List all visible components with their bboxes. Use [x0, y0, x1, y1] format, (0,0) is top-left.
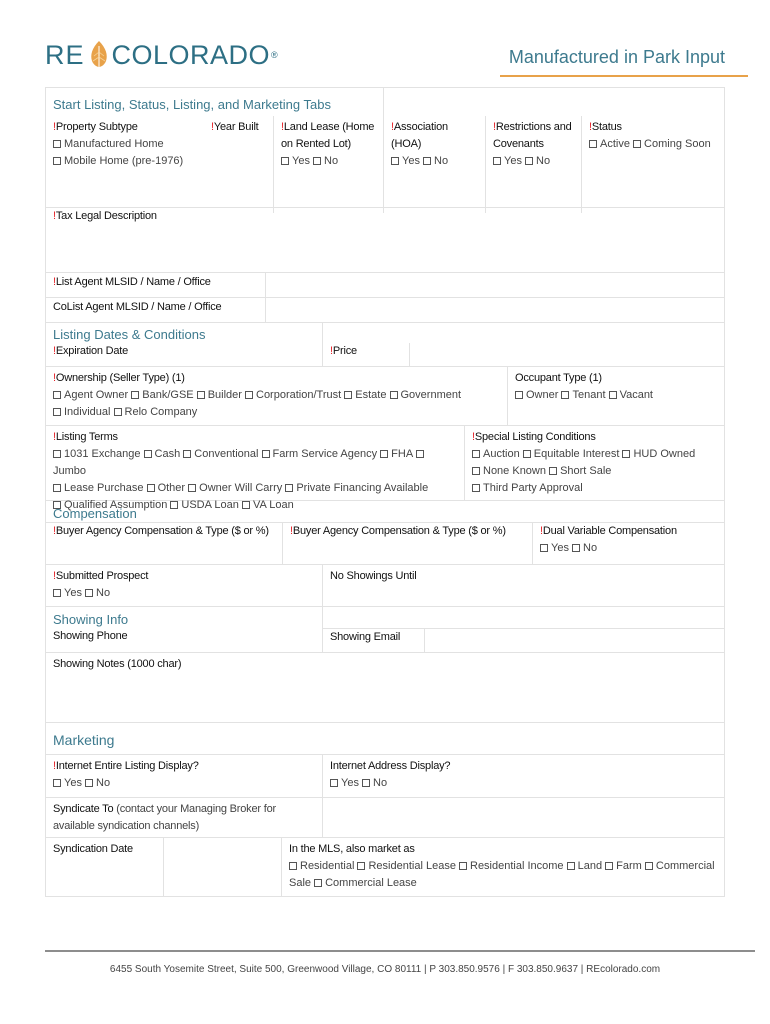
special-listing-conditions-field[interactable]: [465, 426, 724, 500]
option-manufactured-home[interactable]: Manufactured Home: [53, 136, 197, 153]
property-subtype-label: !Property Subtype: [53, 121, 138, 133]
checkbox-icon: [53, 484, 61, 492]
option-jumbo[interactable]: Jumbo: [53, 448, 427, 477]
showing-phone-label: Showing Phone: [53, 630, 128, 642]
option-1031-exchange[interactable]: 1031 Exchange: [53, 448, 140, 460]
option-bank-gse[interactable]: Bank/GSE: [131, 389, 193, 401]
option-cash[interactable]: Cash: [144, 448, 181, 460]
checkbox-icon: [423, 157, 431, 165]
option-short-sale[interactable]: Short Sale: [549, 465, 611, 477]
option-builder[interactable]: Builder: [197, 389, 242, 401]
internet-address-display-label: Internet Address Display?: [330, 760, 451, 772]
price-input[interactable]: [410, 343, 724, 366]
option-yes[interactable]: Yes: [53, 587, 82, 599]
checkbox-icon: [561, 391, 569, 399]
checkbox-icon: [53, 391, 61, 399]
option-none-known[interactable]: None Known: [472, 465, 546, 477]
option-residential-income[interactable]: Residential Income: [459, 860, 564, 872]
checkbox-icon: [281, 157, 289, 165]
buyer-agency-comp-label-2: !Buyer Agency Compensation & Type ($ or %): [290, 525, 506, 537]
logo-re-text: RE: [45, 39, 85, 70]
option-mobile-home[interactable]: Mobile Home (pre-1976): [53, 153, 197, 170]
checkbox-icon: [114, 408, 122, 416]
checkbox-icon: [472, 450, 480, 458]
checkbox-icon: [53, 157, 61, 165]
syndicate-to-label: Syndicate To (contact your Managing Broker for available syndication channels): [53, 803, 276, 832]
showing-email-label: Showing Email: [330, 631, 401, 643]
option-qualified-assumption[interactable]: Qualified Assumption: [53, 499, 167, 511]
dual-variable-comp-label: !Dual Variable Compensation: [540, 525, 677, 537]
syndication-date-input[interactable]: [164, 838, 282, 896]
checkbox-icon: [188, 484, 196, 492]
option-yes[interactable]: Yes: [330, 777, 359, 789]
checkbox-icon: [605, 862, 613, 870]
checkbox-icon: [53, 450, 61, 458]
option-agent-owner[interactable]: Agent Owner: [53, 389, 128, 401]
checkbox-icon: [285, 484, 293, 492]
listing-input-form: [45, 87, 725, 897]
option-usda-loan[interactable]: USDA Loan: [170, 499, 238, 511]
option-yes[interactable]: Yes: [540, 542, 569, 554]
option-no[interactable]: No: [362, 777, 387, 789]
checkbox-icon: [493, 157, 501, 165]
syndicate-to-input[interactable]: [323, 798, 724, 837]
showing-email-input[interactable]: [425, 629, 724, 652]
option-no[interactable]: No: [85, 777, 110, 789]
showing-phone-field[interactable]: [46, 628, 322, 648]
option-owner[interactable]: Owner: [515, 389, 558, 401]
section-heading-showing: Showing Info: [53, 612, 129, 627]
checkbox-icon: [242, 501, 250, 509]
aspen-leaf-icon: [88, 40, 110, 70]
internet-listing-display-label: !Internet Entire Listing Display?: [53, 760, 199, 772]
checkbox-icon: [567, 862, 575, 870]
buyer-agency-comp-label-1: !Buyer Agency Compensation & Type ($ or %): [53, 525, 269, 537]
section-heading-start: Start Listing, Status, Listing, and Marketing Tabs: [53, 97, 331, 112]
colist-agent-input[interactable]: [266, 298, 724, 322]
option-conventional[interactable]: Conventional: [183, 448, 258, 460]
restrictions-label: !Restrictions and Covenants: [493, 121, 572, 150]
checkbox-icon: [53, 140, 61, 148]
header-rule: [500, 75, 748, 77]
option-land[interactable]: Land: [567, 860, 602, 872]
no-showings-until-label: No Showings Until: [330, 570, 417, 582]
checkbox-icon: [344, 391, 352, 399]
list-agent-input[interactable]: [266, 273, 724, 297]
option-hud-owned[interactable]: HUD Owned: [622, 448, 695, 460]
option-yes[interactable]: Yes: [53, 777, 82, 789]
listing-terms-field[interactable]: [46, 426, 465, 511]
status-label: !Status: [589, 121, 622, 133]
showing-notes-label: Showing Notes (1000 char): [53, 658, 182, 670]
option-lease-purchase[interactable]: Lease Purchase: [53, 482, 144, 494]
internet-address-display-field[interactable]: [323, 755, 724, 797]
checkbox-icon: [53, 408, 61, 416]
checkbox-icon: [170, 501, 178, 509]
option-tenant[interactable]: Tenant: [561, 389, 605, 401]
colist-agent-label-cell: [46, 298, 266, 322]
association-field[interactable]: [384, 116, 486, 213]
special-conditions-label: !Special Listing Conditions: [472, 431, 596, 443]
checkbox-icon: [633, 140, 641, 148]
price-label-cell: [323, 343, 410, 366]
option-corporation-trust[interactable]: Corporation/Trust: [245, 389, 341, 401]
dual-variable-comp-field[interactable]: [533, 523, 724, 564]
checkbox-icon: [589, 140, 597, 148]
internet-listing-display-field[interactable]: [46, 755, 323, 797]
option-fha[interactable]: FHA: [380, 448, 412, 460]
ownership-label: !Ownership (Seller Type) (1): [53, 372, 185, 384]
checkbox-icon: [472, 467, 480, 475]
checkbox-icon: [549, 467, 557, 475]
land-lease-label: !Land Lease (Home on Rented Lot): [281, 121, 375, 150]
expiration-date-label: !Expiration Date: [53, 345, 129, 357]
checkbox-icon: [609, 391, 617, 399]
checkbox-icon: [540, 544, 548, 552]
option-vacant[interactable]: Vacant: [609, 389, 653, 401]
checkbox-icon: [416, 450, 424, 458]
recolorado-logo: [45, 38, 278, 72]
option-third-party-approval[interactable]: Third Party Approval: [472, 482, 583, 494]
checkbox-icon: [515, 391, 523, 399]
checkbox-icon: [245, 391, 253, 399]
option-private-financing[interactable]: Private Financing Available: [285, 482, 428, 494]
option-relo-company[interactable]: Relo Company: [114, 406, 198, 418]
expiration-date-label-cell: [46, 343, 158, 366]
option-active[interactable]: Active: [589, 138, 630, 150]
occupant-type-label: Occupant Type (1): [515, 372, 602, 384]
colist-agent-label: CoList Agent MLSID / Name / Office: [53, 301, 222, 313]
checkbox-icon: [330, 779, 338, 787]
checkbox-icon: [380, 450, 388, 458]
checkbox-icon: [523, 450, 531, 458]
option-residential[interactable]: Residential: [289, 860, 354, 872]
option-individual[interactable]: Individual: [53, 406, 110, 418]
footer-contact: 6455 South Yosemite Street, Suite 500, Greenwood Village, CO 80111 | P 303.850.9576 | F 303.850.9637 | REcolorado.com: [109, 964, 661, 975]
option-yes[interactable]: Yes: [391, 155, 420, 167]
footer-rule: [45, 950, 755, 952]
option-farm[interactable]: Farm: [605, 860, 642, 872]
checkbox-icon: [622, 450, 630, 458]
also-market-as-field[interactable]: [282, 838, 724, 896]
listing-terms-label: !Listing Terms: [53, 431, 118, 443]
option-farm-service-agency[interactable]: Farm Service Agency: [262, 448, 378, 460]
checkbox-icon: [85, 779, 93, 787]
option-coming-soon[interactable]: Coming Soon: [633, 138, 711, 150]
logo-registered-mark: ®: [271, 50, 278, 60]
status-field[interactable]: [582, 116, 724, 213]
property-subtype-field[interactable]: [46, 116, 204, 213]
option-no[interactable]: No: [313, 155, 338, 167]
list-agent-label-cell: [46, 273, 266, 297]
year-built-field[interactable]: [204, 116, 274, 213]
checkbox-icon: [645, 862, 653, 870]
submitted-prospect-label: !Submitted Prospect: [53, 570, 149, 582]
checkbox-icon: [85, 589, 93, 597]
checkbox-icon: [391, 157, 399, 165]
showing-notes-field[interactable]: [46, 653, 724, 722]
checkbox-icon: [357, 862, 365, 870]
checkbox-icon: [197, 391, 205, 399]
checkbox-icon: [525, 157, 533, 165]
option-va-loan[interactable]: VA Loan: [242, 499, 294, 511]
ownership-field[interactable]: [46, 367, 508, 425]
also-market-as-label: In the MLS, also market as: [289, 843, 415, 855]
year-built-label: !Year Built: [211, 121, 259, 133]
buyer-agency-comp-field-1[interactable]: [46, 523, 283, 564]
checkbox-icon: [147, 484, 155, 492]
option-no[interactable]: No: [423, 155, 448, 167]
option-no[interactable]: No: [85, 587, 110, 599]
logo-colorado-text: COLORADO: [111, 39, 271, 70]
checkbox-icon: [53, 779, 61, 787]
syndication-date-label-cell: [46, 838, 164, 896]
checkbox-icon: [390, 391, 398, 399]
checkbox-icon: [289, 862, 297, 870]
restrictions-field[interactable]: [486, 116, 582, 213]
option-government[interactable]: Government: [390, 389, 462, 401]
option-commercial-lease[interactable]: Commercial Lease: [314, 877, 417, 889]
option-yes[interactable]: Yes: [493, 155, 522, 167]
document-title: Manufactured in Park Input: [508, 47, 725, 67]
occupant-type-field[interactable]: [508, 367, 724, 425]
section-heading-compensation: Compensation: [53, 506, 137, 521]
land-lease-field[interactable]: [274, 116, 384, 213]
syndication-date-label: Syndication Date: [53, 843, 133, 855]
price-label: !Price: [330, 345, 357, 357]
checkbox-icon: [313, 157, 321, 165]
association-label: !Association (HOA): [391, 121, 448, 150]
option-auction[interactable]: Auction: [472, 448, 520, 460]
checkbox-icon: [472, 484, 480, 492]
checkbox-icon: [144, 450, 152, 458]
option-other[interactable]: Other: [147, 482, 186, 494]
checkbox-icon: [262, 450, 270, 458]
checkbox-icon: [459, 862, 467, 870]
checkbox-icon: [572, 544, 580, 552]
showing-email-label-cell: [323, 629, 425, 652]
buyer-agency-comp-field-2[interactable]: [283, 523, 533, 564]
option-owner-will-carry[interactable]: Owner Will Carry: [188, 482, 282, 494]
section-heading-marketing: Marketing: [53, 732, 115, 748]
option-residential-lease[interactable]: Residential Lease: [357, 860, 455, 872]
checkbox-icon: [183, 450, 191, 458]
checkbox-icon: [314, 879, 322, 887]
expiration-date-input[interactable]: [158, 343, 322, 366]
option-yes[interactable]: Yes: [281, 155, 310, 167]
option-no[interactable]: No: [525, 155, 550, 167]
checkbox-icon: [362, 779, 370, 787]
option-no[interactable]: No: [572, 542, 597, 554]
checkbox-icon: [131, 391, 139, 399]
no-showings-until-field[interactable]: [323, 565, 724, 606]
option-estate[interactable]: Estate: [344, 389, 386, 401]
syndicate-to-field: [46, 798, 323, 837]
tax-legal-label: !Tax Legal Description: [53, 210, 157, 222]
checkbox-icon: [53, 589, 61, 597]
option-commercial-sale[interactable]: Commercial Sale: [289, 860, 715, 889]
option-equitable-interest[interactable]: Equitable Interest: [523, 448, 620, 460]
tax-legal-description-field[interactable]: [46, 208, 724, 272]
submitted-prospect-field[interactable]: [46, 565, 323, 606]
section-heading-dates: Listing Dates & Conditions: [53, 327, 206, 342]
list-agent-label: !List Agent MLSID / Name / Office: [53, 276, 211, 288]
